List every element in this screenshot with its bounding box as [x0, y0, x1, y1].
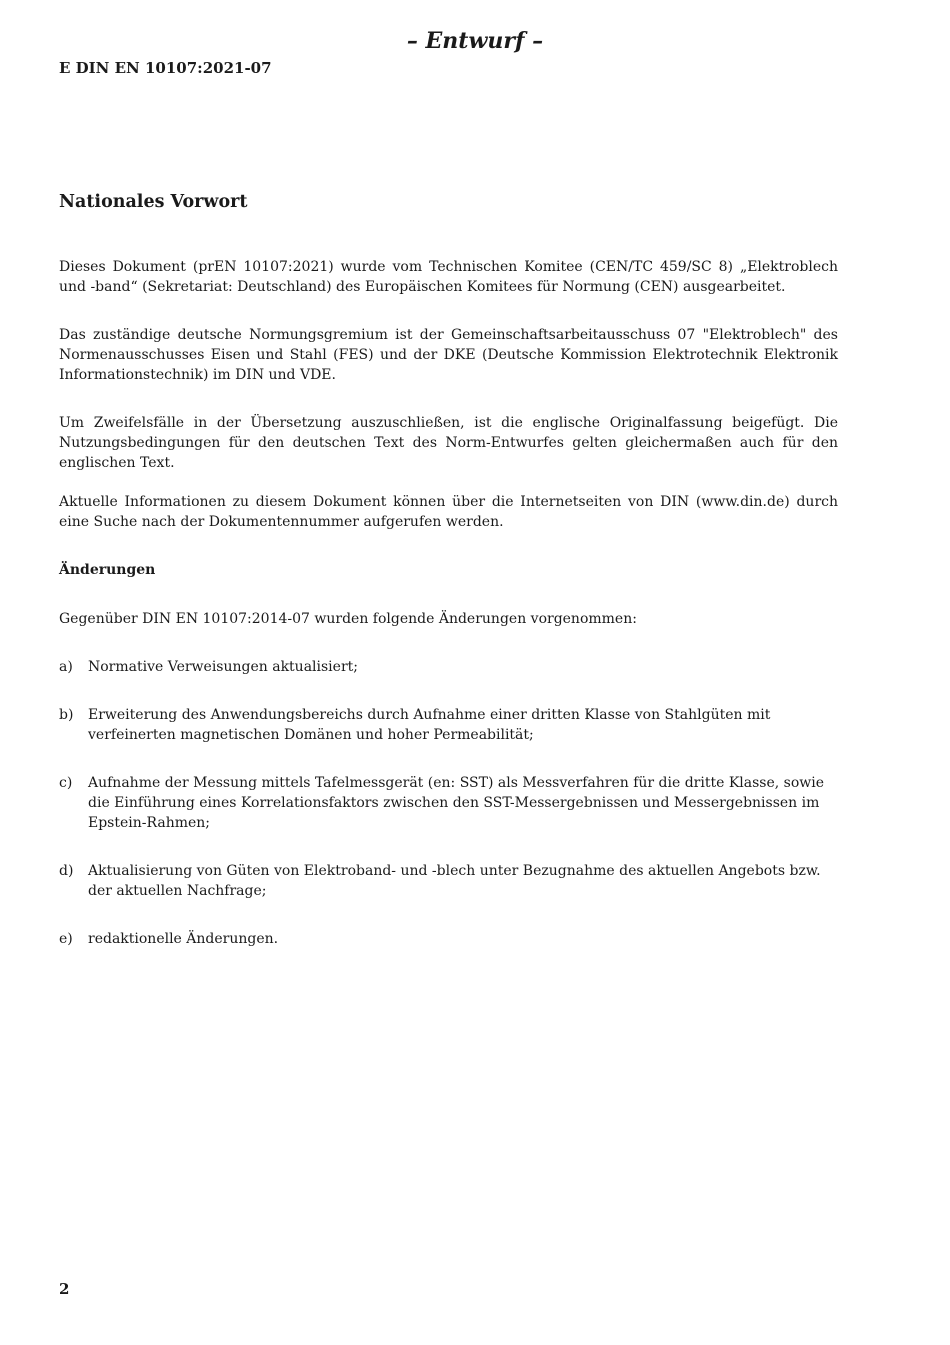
changes-intro: Gegenüber DIN EN 10107:2014-07 wurden folgende Änderungen vorgenommen: — [59, 611, 637, 627]
list-marker: b) — [59, 707, 74, 723]
foreword-paragraph-2: Das zuständige deutsche Normungsgremium ist der Gemeinschaftsarbeitausschuss 07 "Elektroblech" des Normenausschusses Eisen und Stahl (FES) und der DKE (Deutsche Kommission Elektrotechnik Elektronik Informationstechnik) im DIN und VDE. — [59, 327, 838, 383]
list-text: Aktualisierung von Güten von Elektroband- und -blech unter Bezugnahme des aktuellen Angebots bzw. der aktuellen Nachfrage; — [88, 863, 821, 899]
page-number: 2 — [59, 1280, 70, 1298]
list-text: Aufnahme der Messung mittels Tafelmessgerät (en: SST) als Messverfahren für die dritte Klasse, sowie die Einführung eines Korrelationsfaktors zwischen den SST-Messergebnissen und Messergebnissen im Epstein-Rahmen; — [88, 775, 825, 831]
list-item — [59, 657, 838, 677]
foreword-paragraph-1: Dieses Dokument (prEN 10107:2021) wurde vom Technischen Komitee (CEN/TC 459/SC 8) „Elektroblech und -band“ (Sekretariat: Deutschland) des Europäischen Komitees für Normung (CEN) ausgearbeitet. — [59, 259, 838, 295]
page-content — [59, 190, 838, 977]
list-text: redaktionelle Änderungen. — [88, 931, 279, 947]
list-marker: a) — [59, 659, 73, 675]
list-marker: d) — [59, 863, 74, 879]
list-text: Normative Verweisungen aktualisiert; — [88, 659, 358, 675]
document-id: E DIN EN 10107:2021-07 — [59, 59, 272, 77]
list-item — [59, 705, 838, 745]
foreword-paragraph-4: Aktuelle Informationen zu diesem Dokument können über die Internetseiten von DIN (www.din.de) durch eine Suche nach der Dokumentennummer aufgerufen werden. — [59, 494, 838, 530]
list-item — [59, 929, 838, 949]
changes-title: Änderungen — [59, 562, 156, 578]
list-marker: c) — [59, 775, 73, 791]
draft-banner: – Entwurf – — [406, 28, 544, 54]
changes-list — [59, 657, 838, 949]
list-text: Erweiterung des Anwendungsbereichs durch Aufnahme einer dritten Klasse von Stahlgüten mit verfeinerten magnetischen Domänen und hoher Permeabilität; — [88, 707, 771, 743]
foreword-title: Nationales Vorwort — [59, 192, 248, 212]
list-item — [59, 861, 838, 901]
foreword-paragraph-3: Um Zweifelsfälle in der Übersetzung auszuschließen, ist die englische Originalfassung beigefügt. Die Nutzungsbedingungen für den deutschen Text des Norm-Entwurfes gelten gleichermaßen auch für den englischen Text. — [59, 415, 838, 471]
list-item — [59, 773, 838, 833]
list-marker: e) — [59, 931, 73, 947]
